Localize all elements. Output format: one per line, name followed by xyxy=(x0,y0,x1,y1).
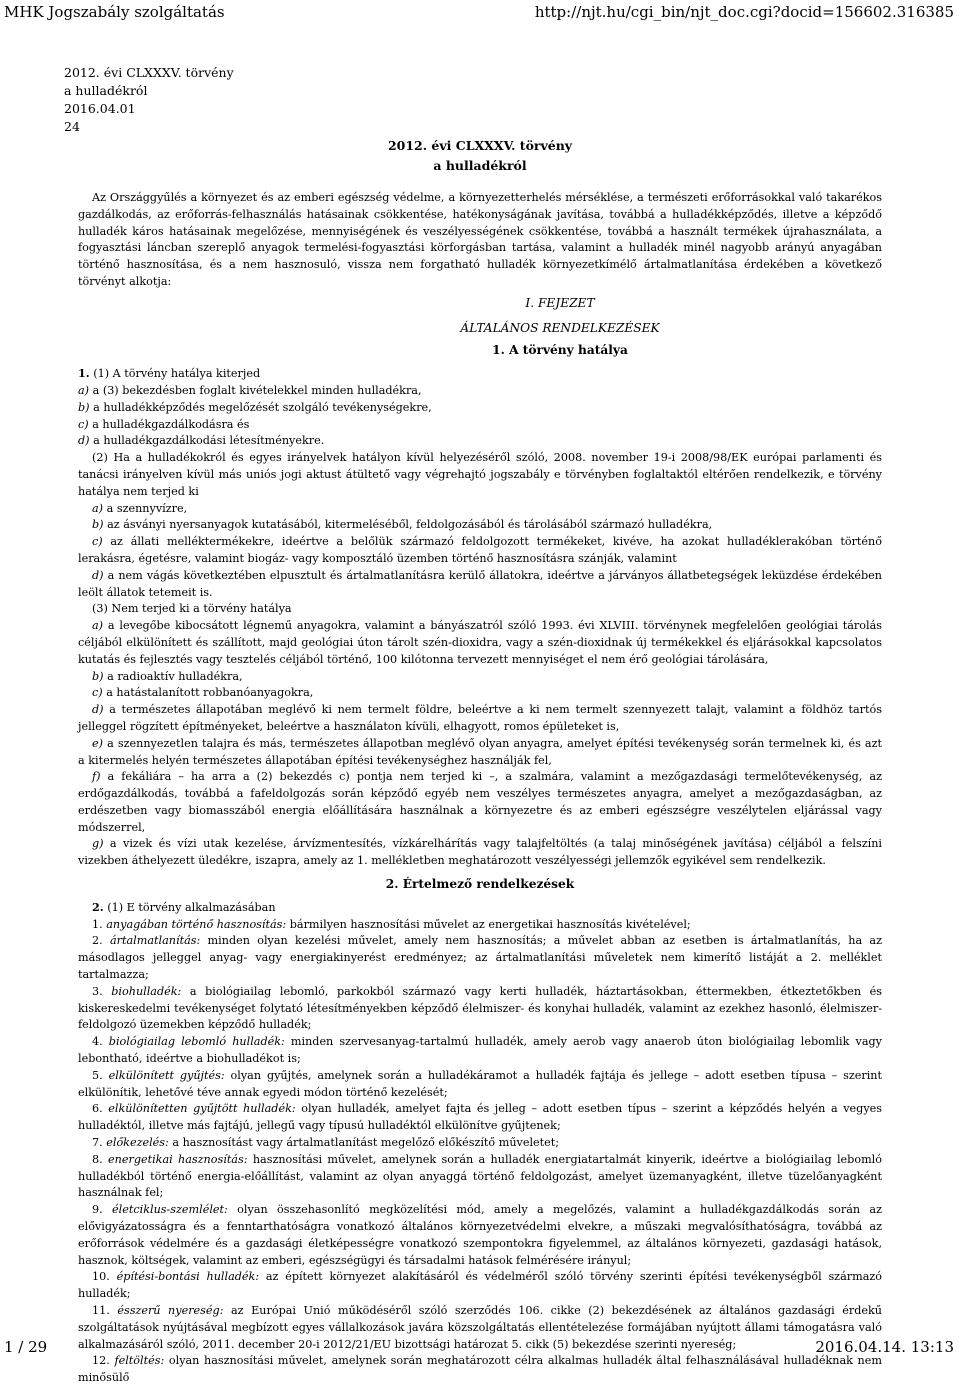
paragraph-text: (1) A törvény hatálya kiterjed xyxy=(89,367,261,381)
definition-term: elkülönítetten gyűjtött hulladék: xyxy=(108,1102,296,1116)
definition-text: minden szervesanyag-tartalmú hulladék, amely aerob vagy anaerob úton biológiailag lebomlik vagy lebontható, ideértve a biohulladékot is; xyxy=(78,1035,882,1066)
definition-item xyxy=(78,1101,882,1135)
definition-item xyxy=(78,1269,882,1303)
definition-text: olyan hasznosítási művelet, amelynek során meghatározott célra alkalmas hulladék által felhasználásával hulladéknak nem minősülő xyxy=(78,1354,882,1385)
definition-item xyxy=(78,1303,882,1353)
definition-item xyxy=(78,933,882,983)
definition-text: a biológiailag lebomló, parkokból származó vagy kerti hulladék, háztartásokban, éttermekben, étkeztetőkben és kiskereskedelmi tevékenységet folytató létesítményekben képződő élelmiszer- és konyhai hulladék, valamint az ezekhez hasonló, élelmiszer-feldolgozó üzemekben képződő hulladék; xyxy=(78,984,883,1032)
list-item xyxy=(78,400,882,417)
item-letter: c) xyxy=(92,535,103,549)
definition-item xyxy=(78,1034,882,1068)
definition-number: 3. xyxy=(92,984,103,998)
paragraph-2-1 xyxy=(78,899,882,917)
item-letter: b) xyxy=(92,518,104,532)
list-item xyxy=(78,669,882,686)
definition-item xyxy=(78,1135,882,1152)
paragraph-number: 1. xyxy=(78,366,90,381)
list-item xyxy=(78,685,882,702)
meta-law-title: 2012. évi CLXXXV. törvény xyxy=(64,65,234,80)
paragraph-1-2: (2) Ha a hulladékokról és egyes irányelvek hatályon kívül helyezéséről szóló, 2008. november 19-i 2008/98/EK európai parlamenti és tanácsi irányelven kívül más uniós jogi aktust átültető vagy végrehajtó jogszabály e törvényben foglaltaktól eltérően rendelkezik, e törvény hatálya nem terjed ki xyxy=(78,451,882,498)
definition-number: 7. xyxy=(92,1136,103,1150)
definition-text: az épített környezet alakításáról és védelméről szóló törvény szerinti építési tevékenységből származó hulladék; xyxy=(78,1270,883,1301)
chapter-number: I. FEJEZET xyxy=(525,295,595,310)
definition-term: építési-bontási hulladék: xyxy=(116,1270,260,1284)
item-text: a természetes állapotában meglévő ki nem termelt földre, beleértve a ki nem termelt szennyezett talajt, valamint a földhöz tartós jelleggel rögzített építményeket, beleértve a használaton kívüli, elhagyott, romos épületeket is, xyxy=(78,703,882,733)
list-item xyxy=(78,769,882,836)
list-item xyxy=(78,383,882,400)
definition-item xyxy=(78,1202,882,1269)
definition-text: olyan hulladék, amelyet fajta és jelleg – adott esetben típus – szerint a képződés helyén a vegyes hulladéktól, illetve más fajtájú, jellegű vagy típusú hulladéktól elkülönítve gyűjtenek; xyxy=(78,1102,882,1133)
paragraph-text: (1) E törvény alkalmazásában xyxy=(103,900,276,914)
item-letter: g) xyxy=(92,837,104,851)
item-text: a hatástalanított robbanóanyagokra, xyxy=(102,686,314,700)
list-item xyxy=(78,417,882,434)
item-letter: f) xyxy=(92,770,101,784)
list-item xyxy=(78,702,882,736)
header-url: http://njt.hu/cgi_bin/njt_doc.cgi?docid=156602.316385 xyxy=(534,3,954,21)
page-number: 1 / 29 xyxy=(4,1338,48,1356)
definition-term: elkülönített gyűjtés: xyxy=(108,1068,225,1082)
definition-number: 6. xyxy=(92,1102,103,1116)
item-text: a szennyvízre, xyxy=(103,501,188,515)
item-letter: e) xyxy=(92,736,103,750)
definition-number: 9. xyxy=(92,1203,103,1217)
item-letter: a) xyxy=(78,383,90,397)
document-body xyxy=(78,136,882,1387)
definition-number: 1. xyxy=(92,917,103,931)
document-meta xyxy=(64,64,234,136)
item-text: a szennyezetlen talajra és más, természetes állapotban meglévő olyan anyagra, amelyet építési tevékenység során termelnek ki, és azt a kitermelés helyén természetes állapotában építési tevékenységhez használják fel, xyxy=(78,736,882,767)
item-text: a hulladékképződés megelőzését szolgáló tevékenységekre, xyxy=(89,400,432,414)
meta-version: 24 xyxy=(64,119,80,134)
item-text: a nem vágás következtében elpusztult és ártalmatlanításra kerülő állatokra, ideértve a járványos állatbetegségek leküzdése érdekében leölt állatok tetemeit is. xyxy=(78,568,882,599)
definition-text: hasznosítási művelet, amelynek során a hulladék energiatartalmát kinyerik, ideértve a biológiailag lebomló hulladékból történő energia-előállítást, valamint az olyan anyaggá történő feldolgozást, amelyet üzemanyagként, illetve tüzelőanyagként használnak fel; xyxy=(78,1152,882,1200)
definition-number: 5. xyxy=(92,1068,103,1082)
definition-term: biohulladék: xyxy=(111,984,182,998)
definition-term: feltöltés: xyxy=(114,1354,165,1368)
item-text: az állati melléktermékekre, ideértve a belőlük származó feldolgozott termékeket, kivéve, ha azokat hulladéklerakóban történő lerakásra, égetésre, valamint biogáz- vagy komposztáló üzemben történő hasznosításra szánják, valamint xyxy=(78,535,882,565)
definition-item xyxy=(78,1068,882,1102)
definition-term: ártalmatlanítás: xyxy=(110,934,201,948)
item-letter: d) xyxy=(92,703,104,717)
item-letter: c) xyxy=(78,417,89,431)
item-text: a vizek és vízi utak kezelése, árvízmentesítés, vízkárelhárítás vagy talajfeltöltés (a talaj minőségének javítása) céljából a felszíni vizekben áthelyezett üledékre, iszapra, amely az 1. mellékletben meghatározott veszélyességi jellemzők egyikével sem rendelkezik. xyxy=(78,837,882,868)
definition-term: energetikai hasznosítás: xyxy=(108,1152,248,1166)
definition-text: olyan gyűjtés, amelynek során a hulladékáramot a hulladék fajtája és jellege – adott esetben típusa – szerint elkülönítik, lehetővé téve annak egyedi módon történő kezelését; xyxy=(78,1068,882,1099)
item-letter: b) xyxy=(92,669,104,683)
paragraph-1-3: (3) Nem terjed ki a törvény hatálya xyxy=(92,602,292,616)
print-timestamp: 2016.04.14. 13:13 xyxy=(815,1338,954,1356)
definition-term: előkezelés: xyxy=(106,1136,169,1150)
item-letter: a) xyxy=(92,501,104,515)
definition-term: anyagában történő hasznosítás: xyxy=(106,917,287,931)
definition-term: ésszerű nyereség: xyxy=(117,1304,224,1317)
meta-effective-date: 2016.04.01 xyxy=(64,101,136,116)
item-text: a levegőbe kibocsátott légnemű anyagokra, valamint a bányászatról szóló 1993. évi XLVIII. törvénynek megfelelően geológiai tárolás céljából elkülönített és szállított, majd geológiai úton tárolt szén-dioxidra, vagy a szén-dioxidnak új termékekkel és eljárásokkal kapcsolatos kutatás és fejlesztés vagy tesztelés céljából történő, 100 kilótonna tervezett mennyiséget el nem érő geológiai tárolására, xyxy=(78,619,882,666)
definition-text: az Európai Unió működéséről szóló szerződés 106. cikke (2) bekezdésének az általános gazdasági érdekű szolgáltatások nyújtásával megbízott egyes vállalkozások javára közszolgáltatás ellentételezése formájában nyújtott állami támogatásra való alkalmazásáról szóló, 2011. december 20-i 2012/21/EU bizottsági határozat 5. cikk (5) bekezdése szerinti nyereség; xyxy=(78,1304,882,1351)
definitions-list xyxy=(78,917,882,1387)
list-item xyxy=(78,433,882,450)
header-site-name: MHK Jogszabály szolgáltatás xyxy=(4,3,225,21)
paragraph-number: 2. xyxy=(92,899,104,914)
list-item xyxy=(78,618,882,668)
definition-item xyxy=(78,1353,882,1387)
definition-number: 8. xyxy=(92,1152,103,1166)
list-item xyxy=(78,517,882,534)
list-item xyxy=(78,568,882,602)
definition-text: minden olyan kezelési művelet, amely nem hasznosítás; a művelet abban az esetben is ártalmatlanítás, ha az másodlagos jelleggel anyag- vagy energiakinyerést eredményez; az ártalmatlanítási műveletek nem kimerítő listáját a 2. melléklet tartalmazza; xyxy=(78,934,882,982)
item-letter: a) xyxy=(92,619,104,633)
paragraph-1-1 xyxy=(78,365,882,383)
item-text: az ásványi nyersanyagok kutatásából, kitermeléséből, feldolgozásából és tárolásából származó hulladékra, xyxy=(103,518,713,532)
definition-text: a hasznosítást vagy ártalmatlanítást megelőző előkészítő műveletet; xyxy=(168,1136,560,1150)
definition-number: 10. xyxy=(92,1270,110,1284)
list-item xyxy=(78,534,882,568)
item-text: a hulladékgazdálkodásra és xyxy=(88,417,250,431)
definition-item xyxy=(78,984,882,1034)
list-item xyxy=(78,736,882,770)
item-letter: c) xyxy=(92,686,103,700)
list-item xyxy=(78,836,882,870)
definition-text: bármilyen hasznosítási művelet az energetikai hasznosítás kivételével; xyxy=(286,917,691,931)
item-letter: d) xyxy=(78,434,90,448)
section-heading: 2. Értelmező rendelkezések xyxy=(385,877,575,892)
item-text: a hulladékgazdálkodási létesítményekre. xyxy=(89,434,325,448)
definition-number: 4. xyxy=(92,1035,103,1049)
section-heading: 1. A törvény hatálya xyxy=(492,343,628,358)
item-text: a radioaktív hulladékra, xyxy=(103,669,243,683)
definition-item xyxy=(78,1152,882,1202)
definition-term: biológiailag lebomló hulladék: xyxy=(108,1035,285,1049)
definition-number: 2. xyxy=(92,934,103,948)
law-title: 2012. évi CLXXXV. törvény xyxy=(387,138,573,153)
item-text: a fekáliára – ha arra a (2) bekezdés c) pontja nem terjed ki –, a szalmára, valamint a mezőgazdasági termelőtevékenység, az erdőgazdálkodás, továbbá a fafeldolgozás során képződő egyéb nem veszélyes természetes anyagra, amelyet a mezőgazdaságban, az erdészetben vagy biomasszából energia előállítására használnak a környezetre és az emberi egészségre veszélytelen eljárással vagy módszerrel, xyxy=(78,770,882,834)
definition-number: 12. xyxy=(92,1354,110,1368)
chapter-title: ÁLTALÁNOS RENDELKEZÉSEK xyxy=(460,320,660,335)
preamble: Az Országgyűlés a környezet és az emberi egészség védelme, a környezetterhelés mérséklése, a természeti erőforrásokkal való takarékos gazdálkodás, az erőforrás-felhasználás hatásainak csökkentése, hatékonyságának javítása, továbbá a hulladékképződés, illetve a képződő hulladék káros hatásainak megelőzése, mennyiségének és veszélyességének csökkentése, továbbá a használt termékek újrahasználata, a fogyasztási láncban szereplő anyagok termelési-fogyasztási körforgásban tartása, valamint a hulladék minél nagyobb arányú anyagában történő hasznosítása, és a nem hasznosuló, vissza nem forgatható hulladék környezetkímélő ártalmatlanítása érdekében a következő törvényt alkotja: xyxy=(78,191,882,288)
item-letter: b) xyxy=(78,400,90,414)
definition-term: életciklus-szemlélet: xyxy=(112,1203,228,1217)
definition-number: 11. xyxy=(92,1304,110,1317)
item-text: a (3) bekezdésben foglalt kivételekkel minden hulladékra, xyxy=(89,383,422,397)
list-item xyxy=(78,501,882,518)
definition-item xyxy=(78,917,882,934)
law-subtitle: a hulladékról xyxy=(433,158,527,173)
meta-law-subject: a hulladékról xyxy=(64,83,148,98)
definition-text: olyan összehasonlító megközelítési mód, amely a megelőzés, valamint a hulladékgazdálkodás során az elővigyázatosságra és a fenntarthatóságra vonatkozó általános környezetvédelmi elvekre, a műszaki megvalósíthatóságra, továbbá az erőforrások védelmére és a gazdasági életképességre vonatkozó szempontokra figyelemmel, az általános környezeti, gazdasági hatások, hasznok, költségek, valamint az emberi, egészségügyi és társadalmi hatások felmérésére irányul; xyxy=(78,1203,882,1267)
item-letter: d) xyxy=(92,568,104,582)
